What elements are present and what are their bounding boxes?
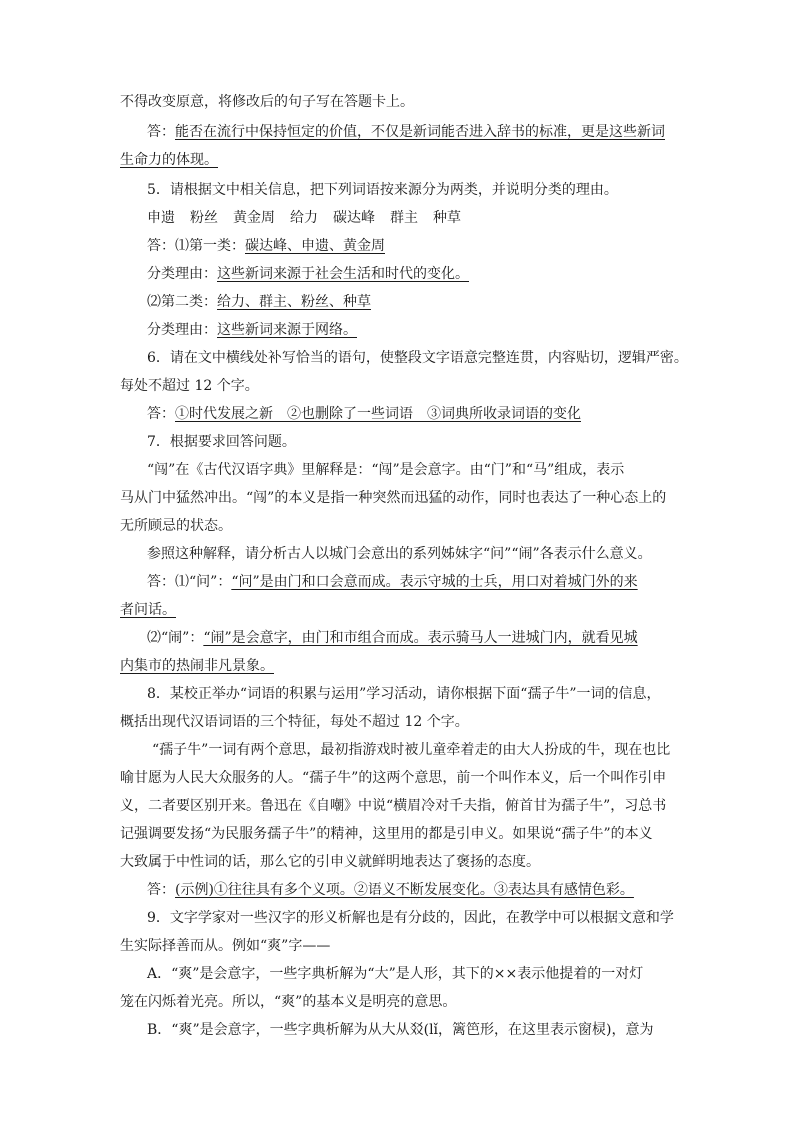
option-a-cont: 笼在闪烁着光亮。所以，“爽”的基本义是明亮的意思。 [120, 994, 457, 1010]
question-6: 6．请在文中横线处补写恰当的语句，使整段文字语意完整连贯，内容贴切，逻辑严密。 [147, 350, 688, 366]
answer-label: ⑵“闹”： [147, 630, 204, 646]
text-line: 不得改变原意，将修改后的句子写在答题卡上。 [120, 94, 414, 110]
question-7: 7．根据要求回答问题。 [147, 434, 296, 450]
question-9-cont: 生实际择善而从。例如“爽”字—— [120, 938, 331, 954]
answer-7-1 [147, 572, 707, 592]
word-item: 给力 [290, 210, 318, 226]
answer-7-1-cont [120, 600, 680, 620]
lattice-glyph: 㸚 [409, 1022, 424, 1038]
answer-label: 分类理由： [147, 266, 217, 282]
answer-text: 碳达峰、申遗、黄金周 [245, 238, 385, 254]
answer-5-1-reason [147, 264, 707, 284]
word-item: 碳达峰 [333, 210, 375, 226]
word-item: 粉丝 [190, 210, 218, 226]
answer-label: 答： [147, 406, 175, 422]
answer-5-1 [147, 236, 707, 256]
word-item: 黄金周 [233, 210, 275, 226]
option-b-text: (lǐ，篱笆形，在这里表示窗棂)，意为 [423, 1022, 654, 1038]
passage-line: 马从门中猛然冲出。“闯”的本义是指一种突然而迅猛的动作，同时也表达了一种心态上的 [120, 490, 667, 506]
passage-line: 喻甘愿为人民大众服务的人。“孺子牛”的这两个意思，前一个叫作本义，后一个叫作引申 [120, 770, 667, 786]
question-8: 8．某校正举办“词语的积累与运用”学习活动，请你根据下面“孺子牛”一词的信息， [147, 686, 661, 702]
answer-text: 给力、群主、粉丝、种草 [217, 294, 371, 310]
answer-text: 这些新词来源于社会生活和时代的变化。 [217, 266, 469, 282]
passage-line: “孺子牛”一词有两个意思，最初指游戏时被儿童牵着走的由大人扮成的牛，现在也比 [152, 742, 671, 758]
option-b-text: B．“爽”是会意字，一些字典析解为从大从 [147, 1022, 410, 1038]
passage-line: 记强调要发扬“为民服务孺子牛”的精神，这里用的都是引申义。如果说“孺子牛”的本义 [120, 826, 653, 842]
answer-text: “问”是由门和口会意而成。表示守城的士兵，用口对着城门外的来 [231, 574, 638, 590]
answer-text: “闹”是会意字，由门和市组合而成。表示骑马人一进城门内，就看见城 [203, 630, 638, 646]
answer-text: 这些新词来源于网络。 [217, 322, 357, 338]
passage-line: 无所顾忌的状态。 [120, 518, 232, 534]
answer-label: 答： [147, 124, 175, 140]
answer-text: 内集市的热闹非凡景象。 [120, 658, 274, 674]
word-list [147, 208, 707, 228]
answer-label: 答：⑴“问”： [147, 574, 232, 590]
passage-line: 参照这种解释，请分析古人以城门会意出的系列姊妹字“问”“闹”各表示什么意义。 [147, 546, 652, 562]
answer-label: 分类理由： [147, 322, 217, 338]
answer-text: (示例)①往往具有多个义项。②语义不断发展变化。③表达具有感情色彩。 [175, 882, 634, 898]
question-6-cont: 每处不超过 12 个字。 [120, 378, 259, 394]
option-a: A．“爽”是会意字，一些字典析解为“大”是人形，其下的××表示他提着的一对灯 [147, 966, 644, 982]
question-8-cont: 概括出现代汉语词语的三个特征，每处不超过 12 个字。 [120, 714, 469, 730]
answer-8 [147, 880, 707, 900]
answer-text: 生命力的体现。 [120, 152, 218, 168]
word-item: 申遗 [147, 210, 175, 226]
question-5: 5．请根据文中相关信息，把下列词语按来源分为两类，并说明分类的理由。 [147, 182, 618, 198]
answer-text: ①时代发展之新 ②也删除了一些词语 ③词典所收录词语的变化 [175, 406, 581, 422]
answer-5-2 [147, 292, 707, 312]
passage-line: 义，二者要区别开来。鲁迅在《自嘲》中说“横眉冷对千夫指，俯首甘为孺子牛”，习总书 [120, 798, 667, 814]
option-b [147, 1020, 707, 1040]
answer-7-2 [147, 628, 707, 648]
answer-text: 能否在流行中保持恒定的价值，不仅是新词能否进入辞书的标准，更是这些新词 [175, 124, 665, 140]
answer-7-2-cont [120, 656, 680, 676]
answer-5-2-reason [147, 320, 707, 340]
word-item: 群主 [390, 210, 418, 226]
question-9: 9．文字学家对一些汉字的形义析解也是有分歧的，因此，在教学中可以根据文意和学 [147, 910, 674, 926]
answer-4-cont [120, 150, 680, 170]
word-item: 种草 [433, 210, 461, 226]
answer-label: 答： [147, 882, 175, 898]
answer-text: 者问话。 [120, 602, 176, 618]
answer-label: ⑵第二类： [147, 294, 217, 310]
answer-label: 答：⑴第一类： [147, 238, 245, 254]
passage-line: “闯”在《古代汉语字典》里解释是：“闯”是会意字。由“门”和“马”组成，表示 [147, 462, 625, 478]
passage-line: 大致属于中性词的话，那么它的引申义就鲜明地表达了褒扬的态度。 [120, 854, 540, 870]
answer-6 [147, 404, 707, 424]
answer-4 [147, 122, 707, 142]
